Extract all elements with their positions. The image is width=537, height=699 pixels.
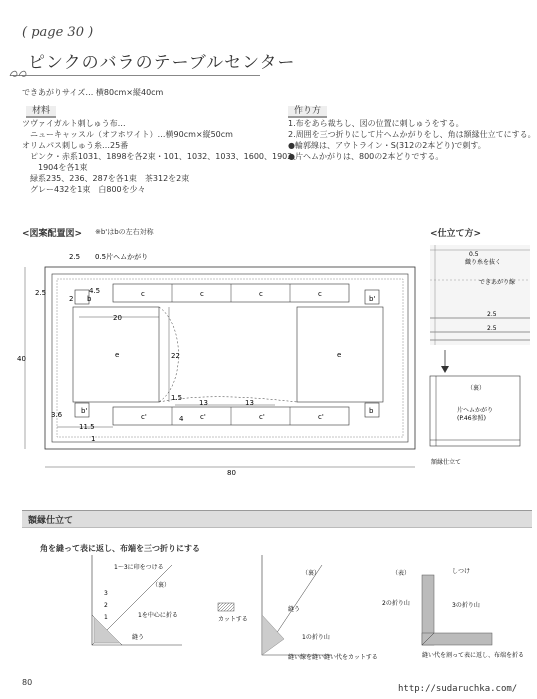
mitre-figure-1 — [92, 555, 182, 645]
materials-line: オリムパス刺しゅう糸…25番 — [22, 141, 129, 150]
mitre-section — [22, 510, 532, 671]
fin-back: （裏） — [467, 385, 486, 392]
dim-left-2.5: 2.5 — [35, 289, 47, 297]
f3-omote: （表） — [392, 570, 411, 577]
label-c-prime: c' — [318, 413, 324, 421]
layout-heading: <図案配置図> — [22, 229, 83, 239]
label-c-prime: c' — [259, 413, 265, 421]
label-e-prime: e — [337, 351, 342, 359]
materials-list — [22, 118, 300, 195]
f1-1: 1 — [104, 614, 108, 621]
method-line: 1.布をあら裁ちし、図の位置に刺しゅうをする。 — [288, 119, 464, 128]
mitre-heading: 額縁仕立て — [28, 516, 74, 526]
label-c: c — [259, 290, 263, 298]
fin-mitre: 額縁仕立て — [431, 459, 462, 466]
dim-4: 4 — [179, 415, 184, 423]
f3-two: 2の折り山 — [382, 600, 410, 607]
dim-1.5: 1.5 — [171, 394, 183, 402]
mitre-subheading: 角を縫って表に返し、布端を三つ折りにする — [40, 544, 200, 553]
f1-3: 3 — [104, 590, 108, 597]
title-divider — [10, 75, 260, 76]
label-b-prime: b' — [369, 295, 376, 303]
dim-22: 22 — [171, 352, 180, 360]
layout-diagram — [15, 245, 420, 480]
page-label: ( page 30 ) — [22, 25, 94, 40]
finishing-heading: <仕立て方> — [430, 229, 482, 239]
dim-hem: 0.5片ヘムかがり — [95, 253, 149, 261]
label-c: c — [318, 290, 322, 298]
page-title: ピンクのバラのテーブルセンター — [28, 53, 296, 73]
label-c-prime: c' — [141, 413, 147, 421]
materials-heading: 材料 — [22, 102, 60, 117]
method-list — [288, 118, 536, 162]
mitre-figure-2 — [218, 555, 378, 661]
finished-size: できあがりサイズ… 横80cm×縦40cm — [22, 88, 164, 97]
materials-line: 1904を各1束 — [22, 163, 88, 172]
finished-line — [57, 279, 403, 437]
f1-ura: （裏） — [152, 582, 171, 589]
f1-fold: 1を中心に折る — [138, 612, 178, 619]
method-line: ●片ヘムかがりは、800の2本どりでする。 — [288, 152, 444, 161]
mitre-figure-3 — [382, 568, 524, 659]
fin-finished: できあがり線 — [479, 279, 516, 286]
dim-1: 1 — [91, 435, 96, 443]
f3-three: 3の折り山 — [452, 602, 480, 609]
f3-note: 縫い代を割って表に返し、布端を折る — [422, 652, 525, 659]
f1-2: 2 — [104, 602, 108, 609]
label-c-prime: c' — [200, 413, 206, 421]
label-b-bottom: b — [369, 407, 374, 415]
dim-13a: 13 — [199, 399, 208, 407]
method-line: 2.周囲を三つ折りにして片ヘムかがりをし、角は額縁仕立てにする。 — [288, 130, 536, 139]
fin-2.5a: 2.5 — [487, 311, 497, 318]
fin-ref: (P.46参照) — [457, 415, 486, 422]
fin-hem: 片ヘムかがり — [457, 407, 494, 414]
f1-marks: 1〜3に印をつける — [114, 564, 164, 571]
hem-line — [52, 274, 408, 442]
dim-3.6: 3.6 — [51, 411, 63, 419]
fin-unravel: 織り糸を抜く — [465, 259, 502, 266]
materials-line: ニューキャッスル（オフホワイト）…横90cm×縦50cm — [22, 130, 233, 139]
dim-13b: 13 — [245, 399, 254, 407]
label-c: c — [141, 290, 145, 298]
materials-line: 緑系235、236、287を各1束 茶312を2束 — [22, 174, 190, 183]
f2-ura: （裏） — [302, 570, 321, 577]
f2-cut: カットする — [218, 616, 248, 623]
fin-0.5: 0.5 — [469, 251, 479, 258]
layout-note: ※b'はbの左右対称 — [95, 228, 154, 236]
dim-2: 2 — [69, 295, 74, 303]
label-c: c — [200, 290, 204, 298]
page-number: 80 — [22, 678, 33, 687]
source-url: http://sudaruchka.com/ — [398, 684, 518, 694]
f1-stitch: 縫う — [132, 634, 145, 641]
dim-20: 20 — [113, 314, 122, 322]
method-heading: 作り方 — [284, 102, 331, 117]
materials-line: ツヴァイガルト刺しゅう布… — [22, 119, 126, 128]
swirl-icon — [8, 68, 30, 80]
dim-top-2.5: 2.5 — [69, 253, 81, 261]
fin-2.5b: 2.5 — [487, 325, 497, 332]
outer-border — [45, 267, 415, 449]
f2-trim: 縫い線を縫い縫い代をカットする — [288, 654, 378, 661]
dim-80: 80 — [227, 469, 236, 477]
label-e: e — [115, 351, 120, 359]
f3-baste: しつけ — [452, 568, 471, 575]
dim-4.5: 4.5 — [89, 287, 101, 295]
label-b-prime-bottom: b' — [81, 407, 88, 415]
materials-line: グレー432を1束 白800を少々 — [22, 185, 146, 194]
finishing-diagram — [425, 240, 535, 472]
method-line: ●輪郭線は、アウトライン・S(312の2本どり)で刺す。 — [288, 141, 486, 150]
dim-40: 40 — [17, 355, 26, 363]
mitre-figures — [22, 555, 532, 670]
dim-11.5: 11.5 — [79, 423, 95, 431]
label-b: b — [87, 295, 92, 303]
f2-fold: 1の折り山 — [302, 634, 330, 641]
materials-line: ピンク・赤系1031、1898を各2束・101、1032、1033、1600、1902、 — [22, 152, 301, 161]
f2-stitch: 縫う — [288, 606, 301, 613]
